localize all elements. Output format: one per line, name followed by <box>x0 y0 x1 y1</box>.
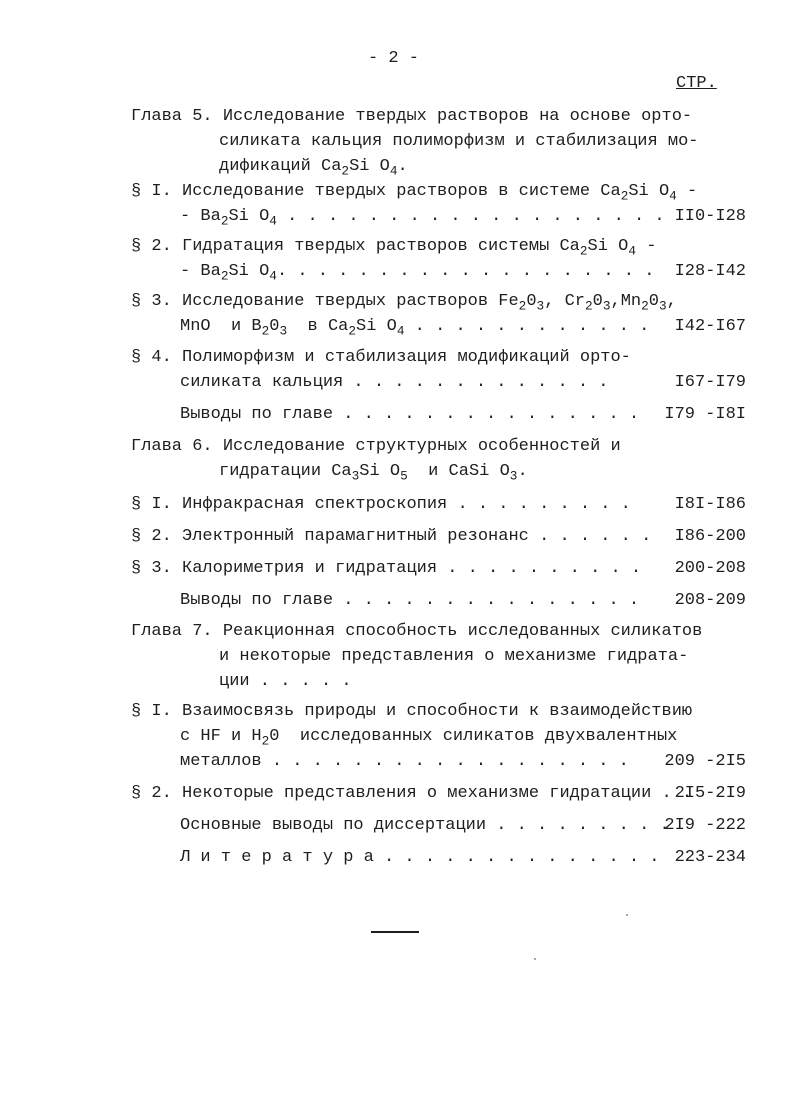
chapter-5-title-line-2: силиката кальция полиморфизм и стабилизация мо- <box>219 132 699 151</box>
toc-5-3-pages: I42-I67 <box>674 317 746 336</box>
toc-6-3: § 3. Калориметрия и гидратация . . . . . . . . . . <box>131 559 642 578</box>
chapter-7-title-line-2: и некоторые представления о механизме гидрата- <box>219 647 689 666</box>
toc-6-conclusions-pages: 208-209 <box>674 591 746 610</box>
toc-7-2: § 2. Некоторые представления о механизме гидратации . . <box>131 784 693 803</box>
toc-literature-pages: 223-234 <box>674 848 746 867</box>
toc-7-2-pages: 2I5-2I9 <box>674 784 746 803</box>
toc-5-1-pages: II0-I28 <box>674 207 746 226</box>
toc-6-1: § I. Инфракрасная спектроскопия . . . . . . . . . <box>131 495 631 514</box>
toc-5-4-line-1: § 4. Полиморфизм и стабилизация модификаций орто- <box>131 348 631 367</box>
chapter-5-title-line-1: Глава 5. Исследование твердых растворов на основе орто- <box>131 107 693 126</box>
toc-5-1-line-2: - $Ba_2Si$ $O_4$ . . . . . . . . . . . . . . . . . . . <box>180 207 665 229</box>
scan-speck <box>534 958 536 960</box>
chapter-7-title-line-3: ции . . . . . <box>219 672 352 691</box>
toc-6-2-pages: I86-200 <box>674 527 746 546</box>
chapter-5-title-line-3: дификаций $Ca_2Si$ $O_4$. <box>219 157 408 179</box>
toc-6-conclusions: Выводы по главе . . . . . . . . . . . . . . . <box>180 591 640 610</box>
toc-6-2: § 2. Электронный парамагнитный резонанс . . . . . . <box>131 527 652 546</box>
toc-5-conclusions: Выводы по главе . . . . . . . . . . . . . . . <box>180 405 640 424</box>
toc-5-4-pages: I67-I79 <box>674 373 746 392</box>
toc-6-3-pages: 200-208 <box>674 559 746 578</box>
toc-5-3-line-1: § 3. Исследование твердых растворов $Fe_20_3$, $Cr_20_3,Mn_20_3$, <box>131 292 677 314</box>
toc-7-1-line-2: с HF и $H_20$ исследованных силикатов двухвалентных <box>180 727 678 749</box>
chapter-6-title-line-1: Глава 6. Исследование структурных особенностей и <box>131 437 621 456</box>
toc-5-2-pages: I28-I42 <box>674 262 746 281</box>
page-number: - 2 - <box>368 49 420 68</box>
section-separator <box>371 931 419 933</box>
scan-speck <box>626 914 628 916</box>
toc-6-1-pages: I8I-I86 <box>674 495 746 514</box>
toc-5-conclusions-pages: I79 -I8I <box>664 405 746 424</box>
toc-5-4-line-2: силиката кальция . . . . . . . . . . . . . <box>180 373 609 392</box>
chapter-6-title-line-2: гидратации $Ca_3Si$ $O_5$ и CaSi $O_3$. <box>219 462 528 484</box>
toc-final-conclusions: Основные выводы по диссертации . . . . . . . . . <box>180 816 670 835</box>
toc-7-1-line-3: металлов . . . . . . . . . . . . . . . . . . <box>180 752 629 771</box>
toc-5-3-line-2: MnO и $B_20_3$ в $Ca_2Si$ $O_4$ . . . . . . . . . . . . <box>180 317 650 339</box>
toc-5-1-line-1: § I. Исследование твердых растворов в системе $Ca_2Si$ $O_4$ - <box>131 182 698 204</box>
toc-final-conclusions-pages: 2I9 -222 <box>664 816 746 835</box>
toc-5-2-line-2: - $Ba_2Si$ $O_4$. . . . . . . . . . . . . . . . . . . <box>180 262 655 284</box>
toc-literature: Л и т е р а т у р а . . . . . . . . . . . . . . <box>180 848 660 867</box>
chapter-7-title-line-1: Глава 7. Реакционная способность исследованных силикатов <box>131 622 703 641</box>
toc-7-1-line-1: § I. Взаимосвязь природы и способности к взаимодействию <box>131 702 693 721</box>
toc-5-2-line-1: § 2. Гидратация твердых растворов системы $Ca_2Si$ $O_4$ - <box>131 237 657 259</box>
toc-7-1-pages: 209 -2I5 <box>664 752 746 771</box>
page-column-label: СТР. <box>676 74 717 93</box>
